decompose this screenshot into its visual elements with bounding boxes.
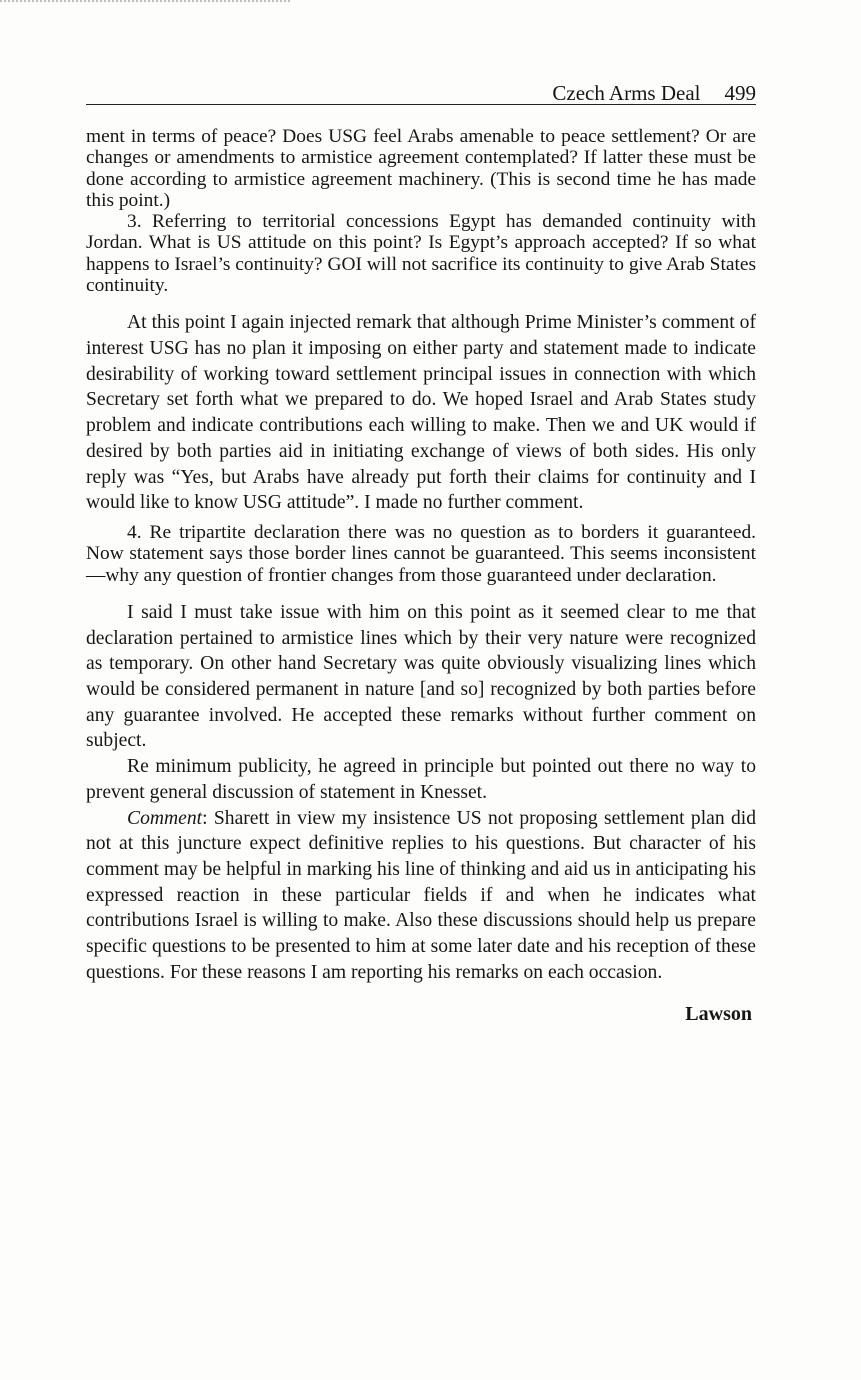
signature: Lawson	[685, 1003, 752, 1026]
quoted-paragraph-continuation: ment in terms of peace? Does USG feel Arabs amenable to peace settlement? Or are changes or amendments to armistice agreement contemplated? If latter these must be done according to armistice agreement machinery. (This is second time he has made this point.)	[86, 126, 756, 211]
comment-paragraph	[86, 806, 756, 986]
top-margin-rule	[0, 0, 290, 2]
quoted-point-3: 3. Referring to territorial concessions Egypt has demanded continuity with Jordan. What is US attitude on this point? Is Egypt’s approach accepted? If so what happens to Israel’s continuity? GOI will not sacrifice its continuity to give Arab States continuity.	[86, 211, 756, 297]
comment-text: : Sharett in view my insistence US not proposing settlement plan did not at this juncture expect definitive replies to his questions. But character of his comment may be helpful in marking his line of thinking and aid us in anticipating his expressed reaction in these particular fields if and when he indicates what contributions Israel is willing to make. Also these discussions should help us prepare specific questions to be presented to him at some later date and his reception of these questions. For these reasons I am reporting his remarks on each occasion.	[86, 807, 756, 983]
comment-label: Comment	[127, 807, 203, 829]
quoted-point-4: 4. Re tripartite declaration there was no question as to borders it guaranteed. Now statement says those border lines cannot be guaranteed. This seems inconsistent—why any question of frontier changes from those guaranteed under declaration.	[86, 522, 756, 586]
running-title: Czech Arms Deal	[552, 81, 701, 105]
document-body	[86, 126, 756, 1026]
running-header	[86, 80, 756, 105]
narrative-paragraph: I said I must take issue with him on this point as it seemed clear to me that declaration pertained to armistice lines which by their very nature were recognized as temporary. On other hand Secretary was quite obviously visualizing lines which would be considered permanent in nature [and so] recognized by both parties before any guarantee involved. He accepted these remarks without further comment on subject.	[86, 601, 756, 752]
narrative-paragraph: At this point I again injected remark that although Prime Minister’s comment of interest USG has no plan it imposing on either party and statement made to indicate desirability of working toward settlement principal issues in connection with which Secretary set forth what we prepared to do. We hoped Israel and Arab States study problem and indicate contributions each willing to make. Then we and UK would if desired by both parties aid in initiating exchange of views of both sides. His only reply was “Yes, but Arabs have already put forth their claims for continuity and I would like to know USG attitude”. I made no further comment.	[86, 312, 756, 514]
narrative-paragraph: Re minimum publicity, he agreed in principle but pointed out there no way to prevent general discussion of statement in Knesset.	[86, 756, 756, 803]
page-number: 499	[724, 81, 756, 105]
